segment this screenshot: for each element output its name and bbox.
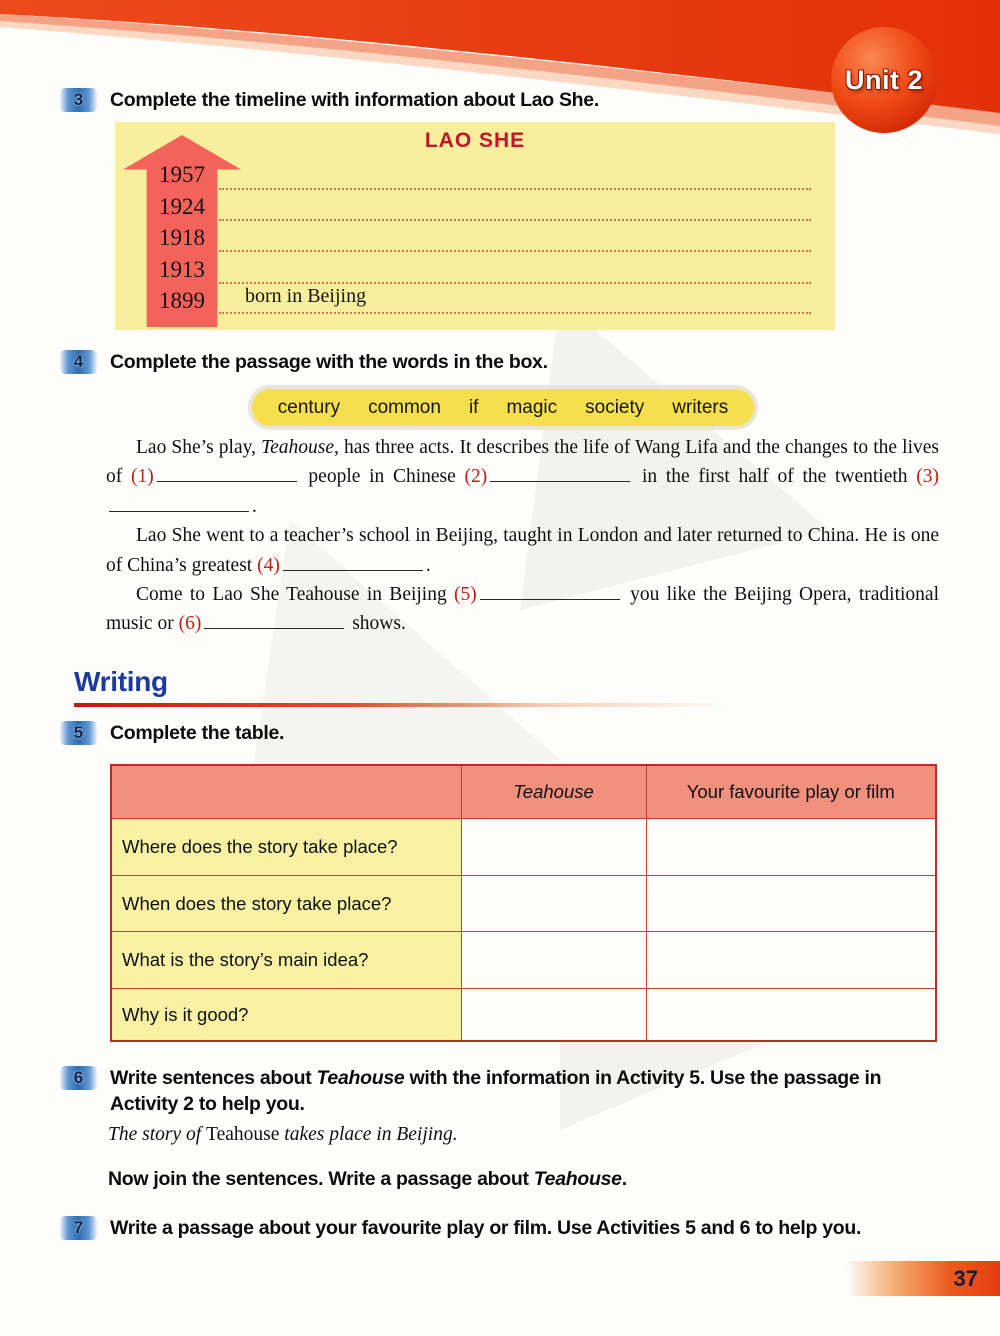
writing-section-heading: Writing xyxy=(74,666,168,697)
table-row xyxy=(111,876,936,932)
timeline-year: 1899 xyxy=(159,288,205,313)
question-cell: What is the story’s main idea? xyxy=(111,932,461,989)
blank-number-4: (4) xyxy=(257,554,280,576)
table-header-teahouse: Teahouse xyxy=(461,765,646,819)
word-chip: century xyxy=(277,396,341,418)
timeline-writing-line xyxy=(219,188,811,190)
blank-number-5: (5) xyxy=(454,584,477,606)
timeline-year: 1913 xyxy=(159,256,205,282)
passage-text: in the first half of the twentieth xyxy=(633,466,917,488)
passage-paragraph-1 xyxy=(106,433,939,521)
passage-text: . xyxy=(252,495,257,517)
timeline-box xyxy=(115,122,835,330)
passage-text: Lao She’s play, xyxy=(136,437,262,458)
activity-6-title xyxy=(110,1065,938,1117)
answer-cell-favourite-2 xyxy=(646,876,936,932)
activity-3-title: Complete the timeline with information about Lao She. xyxy=(110,89,599,111)
timeline-years xyxy=(136,159,228,317)
title-text: with the information in Activity 5. Use the passage in Activity 2 to help you. xyxy=(110,1067,882,1115)
timeline-year: 1924 xyxy=(159,193,205,219)
passage-text: you like the Beijing Opera, traditional music or xyxy=(106,584,939,635)
table-row xyxy=(111,819,936,876)
timeline-writing-line xyxy=(219,312,811,314)
blank-4 xyxy=(283,555,423,571)
passage-text: shows. xyxy=(347,613,406,635)
timeline-year: 1918 xyxy=(159,225,205,250)
blank-3 xyxy=(109,496,249,512)
play-title: Teahouse xyxy=(261,437,335,458)
passage-paragraph-2 xyxy=(106,521,939,580)
question-cell: Where does the story take place? xyxy=(111,819,461,876)
activity-7-header xyxy=(60,1215,972,1241)
activity-6-join-instruction xyxy=(108,1168,627,1191)
answer-cell-teahouse-4 xyxy=(461,989,646,1042)
play-title: Teahouse xyxy=(533,1168,622,1190)
answer-cell-teahouse-3 xyxy=(461,932,646,989)
table-row xyxy=(111,989,936,1042)
passage-text: people in Chinese xyxy=(299,466,465,488)
table-header-favourite: Your favourite play or film xyxy=(646,765,936,819)
activity-5-table xyxy=(110,764,937,1042)
passage-text: Lao She went to a teacher’s school in Beijing, taught in London and later returned to China. He is one of China’s greatest xyxy=(106,525,939,576)
passage-text: Come to Lao She Teahouse in Beijing xyxy=(136,584,455,606)
unit-badge xyxy=(831,27,937,133)
activity-4-number-badge: 4 xyxy=(60,350,97,374)
activity-3-number-badge: 3 xyxy=(60,88,97,112)
answer-cell-teahouse-2 xyxy=(461,876,646,932)
passage-paragraph-3 xyxy=(106,580,939,639)
instruction-text: Now join the sentences. Write a passage about xyxy=(108,1168,534,1190)
word-chip: writers xyxy=(672,396,729,418)
activity-6-number-badge: 6 xyxy=(60,1066,97,1090)
table-header-row xyxy=(111,765,936,819)
activity-5-number-badge: 5 xyxy=(60,721,97,745)
blank-6 xyxy=(204,613,344,629)
activity-6-example-sentence xyxy=(108,1124,458,1146)
instruction-text: . xyxy=(621,1168,627,1190)
passage-text: , has three acts. It describes the life of Wang Lifa and the changes to the lives of xyxy=(106,437,939,488)
word-chip: common xyxy=(368,396,441,418)
answer-cell-favourite-4 xyxy=(646,989,936,1042)
word-chip: society xyxy=(585,396,645,418)
gap-fill-passage xyxy=(106,433,939,639)
blank-2 xyxy=(490,466,630,482)
table-row xyxy=(111,932,936,989)
blank-number-3: (3) xyxy=(916,466,939,488)
timeline-title: LAO SHE xyxy=(424,129,526,152)
play-title: Teahouse xyxy=(206,1124,280,1145)
answer-cell-favourite-3 xyxy=(646,932,936,989)
table-header-empty xyxy=(111,765,461,819)
blank-number-6: (6) xyxy=(178,613,202,635)
activity-7-title: Write a passage about your favourite play or film. Use Activities 5 and 6 to help you. xyxy=(110,1217,862,1239)
blank-1 xyxy=(157,466,297,482)
play-title: Teahouse xyxy=(316,1067,405,1089)
example-text: The story of xyxy=(108,1124,207,1145)
blank-number-1: (1) xyxy=(130,466,154,488)
activity-4-header xyxy=(60,349,940,375)
activity-6-header xyxy=(60,1065,938,1117)
page-number-bar xyxy=(846,1261,1000,1296)
timeline-entry-1899: born in Beijing xyxy=(245,285,367,307)
activity-4-title: Complete the passage with the words in the box. xyxy=(110,351,548,373)
unit-badge-label: Unit 2 xyxy=(844,64,923,95)
blank-number-2: (2) xyxy=(464,466,488,488)
answer-cell-teahouse-1 xyxy=(461,819,646,876)
word-chip: if xyxy=(468,396,479,418)
activity-5-title: Complete the table. xyxy=(110,722,285,744)
page-number: 37 xyxy=(953,1265,978,1291)
writing-heading-underline xyxy=(74,703,734,707)
blank-5 xyxy=(480,584,620,600)
timeline-writing-line xyxy=(219,219,811,221)
question-cell: When does the story take place? xyxy=(111,876,461,932)
timeline-writing-line xyxy=(219,250,811,252)
activity-3-header xyxy=(60,87,940,113)
title-text: Write sentences about xyxy=(110,1067,317,1089)
timeline-writing-line xyxy=(219,282,811,284)
activity-5-header xyxy=(60,720,940,746)
word-box xyxy=(252,389,754,426)
activity-7-number-badge: 7 xyxy=(60,1216,97,1240)
timeline-year: 1957 xyxy=(159,162,205,187)
word-chip: magic xyxy=(506,396,558,418)
question-cell: Why is it good? xyxy=(111,989,461,1042)
passage-text: . xyxy=(425,554,431,576)
answer-cell-favourite-1 xyxy=(646,819,936,876)
example-text: takes place in Beijing. xyxy=(279,1124,458,1145)
